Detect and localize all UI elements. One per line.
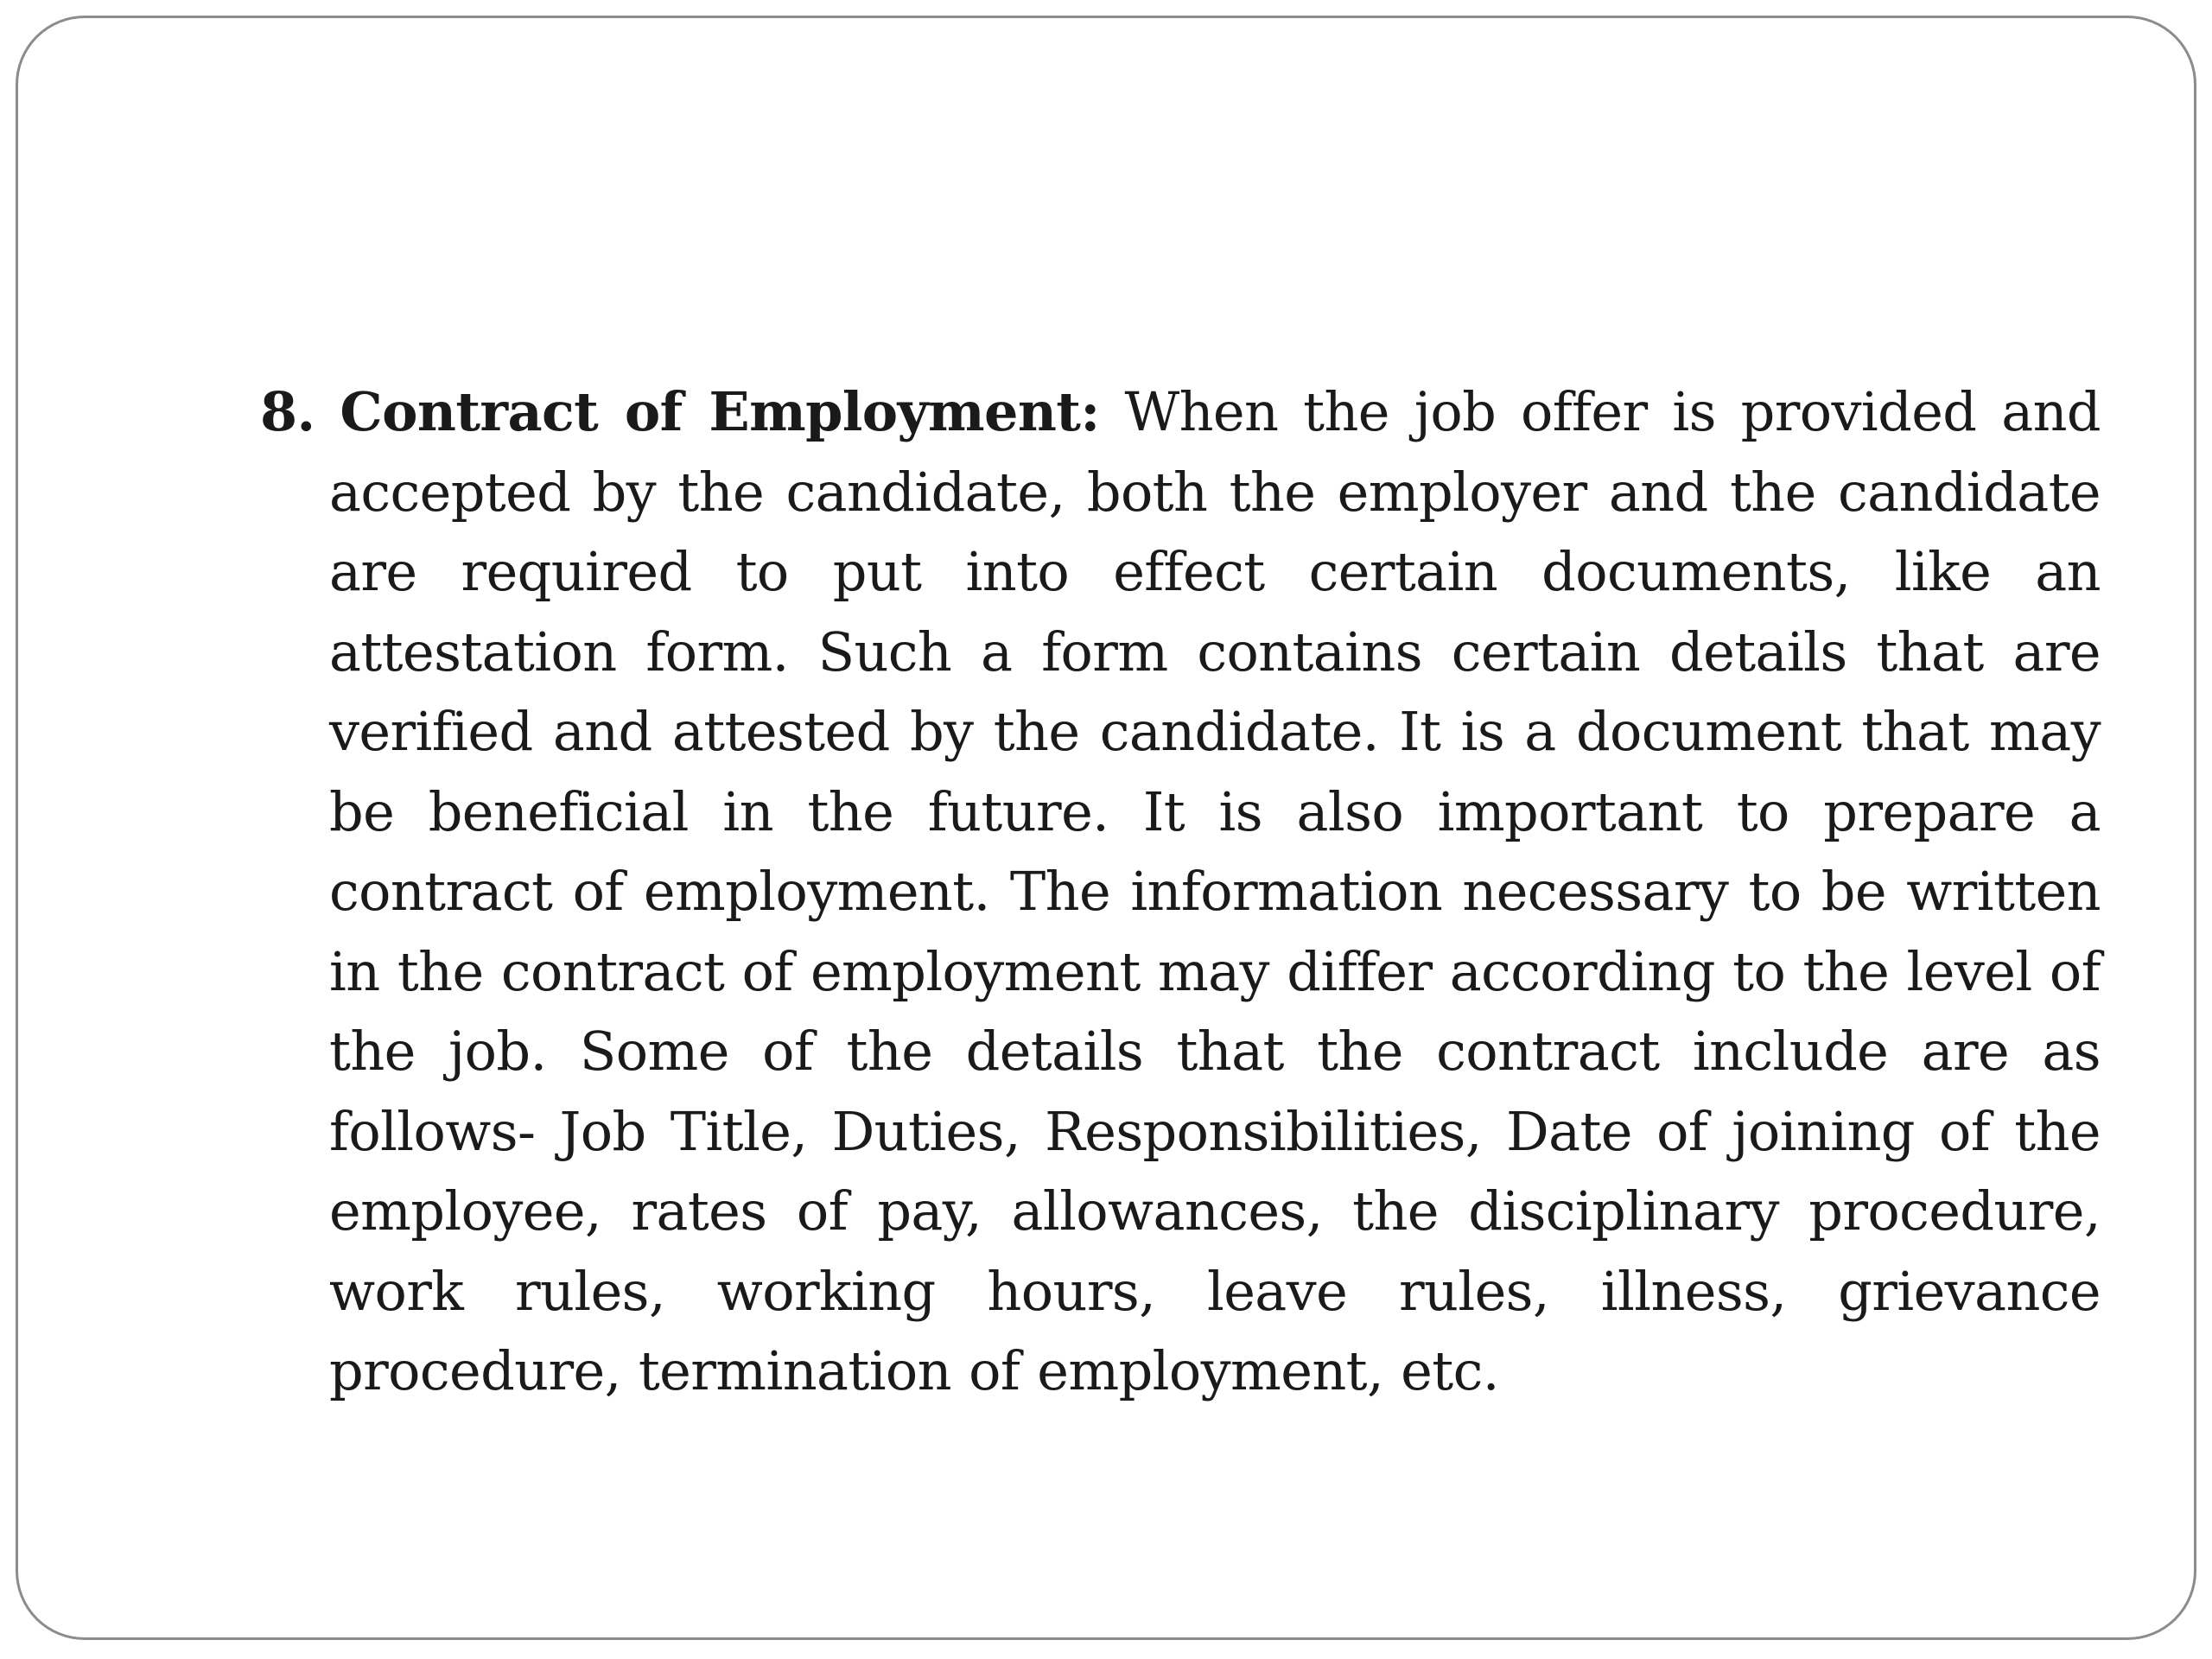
slide-content xyxy=(260,372,2101,1412)
numbered-paragraph xyxy=(260,372,2101,1412)
slide-frame xyxy=(16,16,2196,1640)
paragraph-heading: Contract of Employment: xyxy=(340,380,1100,443)
item-number: 8. xyxy=(260,380,315,443)
paragraph-body: When the job offer is provided and accepted by the candidate, both the employer and the candidate are required to put into effect certain documents, like an attestation form. Such a form contains certain details that are verified and attested by the candidate. It is a document that may be beneficial in the future. It is also important to prepare a contract of employment. The information necessary to be written in the contract of employment may differ according to the level of the job. Some of the details that the contract include are as follows- Job Title, Duties, Responsibilities, Date of joining of the employee, rates of pay, allowances, the disciplinary procedure, work rules, working hours, leave rules, illness, grievance procedure, termination of employment, etc. xyxy=(329,380,2101,1402)
